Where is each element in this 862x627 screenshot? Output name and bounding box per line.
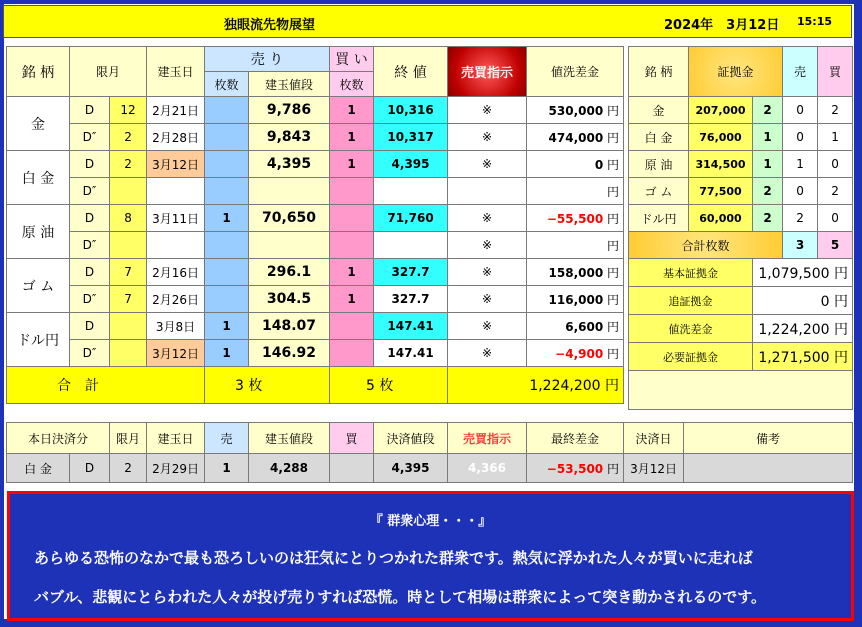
contract-limit: 7 — [110, 286, 147, 313]
instruction-mark: ※ — [448, 313, 527, 340]
open-price: 9,843 — [249, 124, 330, 151]
settle-header-sell: 売 — [205, 423, 249, 454]
close-price: 147.41 — [374, 340, 448, 367]
time-display: 15:15 — [797, 15, 833, 28]
contract-type: D — [70, 205, 110, 232]
settle-row — [7, 454, 853, 483]
message-heading: 『 群衆心理・・・』 — [369, 514, 492, 529]
header-buy-qty: 枚数 — [330, 72, 374, 97]
instruction-mark: ※ — [448, 97, 527, 124]
diff-amount: 0 円 — [527, 151, 624, 178]
table-row — [7, 178, 624, 205]
close-price: 4,395 — [374, 151, 448, 178]
settle-header-name: 本日決済分 — [7, 423, 110, 454]
margin-header-row — [629, 47, 853, 97]
summary-row — [629, 315, 853, 343]
margin-amount: 314,500 — [689, 151, 753, 178]
buy-qty: 1 — [330, 151, 374, 178]
open-date: 2月16日 — [147, 259, 205, 286]
close-price — [374, 232, 448, 259]
margin-row — [629, 124, 853, 151]
sell-qty — [205, 124, 249, 151]
instruction-mark: ※ — [448, 151, 527, 178]
diff-amount: 円 — [527, 232, 624, 259]
margin-total-sell: 3 — [783, 232, 818, 259]
diff-amount: 116,000 円 — [527, 286, 624, 313]
close-price: 10,317 — [374, 124, 448, 151]
commodity-name: 原 油 — [7, 205, 70, 259]
page-title: 独眼流先物展望 — [224, 18, 316, 33]
table-row — [7, 232, 624, 259]
table-row — [7, 151, 624, 178]
settle-instruction: 4,366 — [448, 454, 527, 483]
diff-amount: 円 — [527, 178, 624, 205]
contract-type: D — [70, 259, 110, 286]
settle-header-note: 備考 — [684, 423, 853, 454]
instruction-mark: ※ — [448, 259, 527, 286]
margin-amount: 77,500 — [689, 178, 753, 205]
close-price: 147.41 — [374, 313, 448, 340]
buy-qty: 1 — [330, 259, 374, 286]
commodity-name: 白 金 — [7, 151, 70, 205]
header-name: 銘 柄 — [7, 47, 70, 97]
contract-limit — [110, 340, 147, 367]
buy-qty — [330, 205, 374, 232]
margin-buy: 2 — [818, 178, 853, 205]
open-date: 3月8日 — [147, 313, 205, 340]
commodity-name: ドル円 — [7, 313, 70, 367]
settle-header-row — [7, 423, 853, 454]
contract-type: D″ — [70, 232, 110, 259]
contract-limit — [110, 178, 147, 205]
margin-row — [629, 151, 853, 178]
settle-header-instruction: 売買指示 — [448, 423, 527, 454]
total-buy: 5 枚 — [330, 367, 448, 404]
open-date: 3月12日 — [147, 340, 205, 367]
margin-blank-cell — [629, 371, 853, 410]
contract-type: D″ — [70, 178, 110, 205]
diff-amount: −55,500 円 — [527, 205, 624, 232]
instruction-mark: ※ — [448, 205, 527, 232]
summary-value: 1,271,500 円 — [753, 343, 853, 371]
header-sell: 売 り — [205, 47, 330, 72]
margin-sell: 1 — [783, 151, 818, 178]
margin-table — [628, 46, 853, 410]
positions-table — [6, 46, 624, 404]
contract-limit: 8 — [110, 205, 147, 232]
settle-note — [684, 454, 853, 483]
margin-buy: 1 — [818, 124, 853, 151]
instruction-mark: ※ — [448, 286, 527, 313]
margin-total-buy: 5 — [818, 232, 853, 259]
contract-type: D — [70, 313, 110, 340]
contract-type: D″ — [70, 286, 110, 313]
header-instruction: 売買指示 — [448, 47, 527, 97]
header-diff: 値洗差金 — [527, 47, 624, 97]
close-price: 71,760 — [374, 205, 448, 232]
settle-buy — [330, 454, 374, 483]
settle-header-final: 最終差金 — [527, 423, 624, 454]
buy-qty — [330, 232, 374, 259]
open-date: 2月26日 — [147, 286, 205, 313]
summary-value: 1,224,200 円 — [753, 315, 853, 343]
sell-qty: 1 — [205, 205, 249, 232]
close-price: 10,316 — [374, 97, 448, 124]
message-line-1: あらゆる恐怖のなかで最も恐ろしいのは狂気にとりつかれた群衆です。熱気に浮かれた人々が買いに走れば — [34, 549, 753, 567]
close-price: 327.7 — [374, 286, 448, 313]
margin-mult: 2 — [753, 205, 783, 232]
margin-total-row — [629, 232, 853, 259]
margin-header-margin: 証拠金 — [689, 47, 783, 97]
margin-header-name: 銘 柄 — [629, 47, 689, 97]
summary-label: 必要証拠金 — [629, 343, 753, 371]
open-price: 4,395 — [249, 151, 330, 178]
open-date: 3月12日 — [147, 151, 205, 178]
commodity-name: ゴ ム — [7, 259, 70, 313]
margin-row — [629, 205, 853, 232]
instruction-mark — [448, 178, 527, 205]
settle-type: D — [70, 454, 110, 483]
settle-header-settle: 決済値段 — [374, 423, 448, 454]
margin-header-buy: 買 — [818, 47, 853, 97]
settle-header-date: 建玉日 — [147, 423, 205, 454]
message-line-2: バブル、悲観にとらわれた人々が投げ売りすれば恐慌。時として相場は群衆によって突き動かされるのです。 — [34, 588, 767, 606]
open-price: 296.1 — [249, 259, 330, 286]
contract-type: D — [70, 151, 110, 178]
margin-buy: 0 — [818, 151, 853, 178]
open-price — [249, 178, 330, 205]
settle-date: 2月29日 — [147, 454, 205, 483]
open-date: 3月11日 — [147, 205, 205, 232]
message-box — [7, 491, 854, 621]
margin-mult: 1 — [753, 151, 783, 178]
header-row-1 — [7, 47, 624, 72]
table-row — [7, 259, 624, 286]
summary-label: 追証拠金 — [629, 287, 753, 315]
buy-qty: 1 — [330, 124, 374, 151]
table-row — [7, 340, 624, 367]
contract-limit: 2 — [110, 151, 147, 178]
sell-qty: 1 — [205, 313, 249, 340]
open-price: 148.07 — [249, 313, 330, 340]
table-row — [7, 124, 624, 151]
summary-value: 1,079,500 円 — [753, 259, 853, 287]
diff-amount: 6,600 円 — [527, 313, 624, 340]
summary-row — [629, 287, 853, 315]
summary-label: 基本証拠金 — [629, 259, 753, 287]
diff-amount: 158,000 円 — [527, 259, 624, 286]
margin-sell: 2 — [783, 205, 818, 232]
total-label: 合 計 — [7, 367, 205, 404]
total-diff: 1,224,200 円 — [448, 367, 624, 404]
margin-mult: 2 — [753, 178, 783, 205]
margin-buy: 0 — [818, 205, 853, 232]
header-sell-qty: 枚数 — [205, 72, 249, 97]
table-row — [7, 286, 624, 313]
open-price: 70,650 — [249, 205, 330, 232]
summary-label: 値洗差金 — [629, 315, 753, 343]
header-buy: 買 い — [330, 47, 374, 72]
open-date: 2月21日 — [147, 97, 205, 124]
settle-name: 白 金 — [7, 454, 70, 483]
margin-name: ゴ ム — [629, 178, 689, 205]
buy-qty — [330, 178, 374, 205]
contract-limit — [110, 232, 147, 259]
margin-sell: 0 — [783, 97, 818, 124]
margin-name: 金 — [629, 97, 689, 124]
margin-amount: 207,000 — [689, 97, 753, 124]
sell-qty — [205, 178, 249, 205]
close-price: 327.7 — [374, 259, 448, 286]
title-bar — [3, 5, 852, 38]
contract-limit: 12 — [110, 97, 147, 124]
margin-mult: 2 — [753, 97, 783, 124]
contract-limit — [110, 313, 147, 340]
settle-price: 4,288 — [249, 454, 330, 483]
settlement-table — [6, 422, 853, 483]
diff-amount: −4,900 円 — [527, 340, 624, 367]
sell-qty — [205, 232, 249, 259]
instruction-mark: ※ — [448, 124, 527, 151]
margin-row — [629, 97, 853, 124]
margin-amount: 60,000 — [689, 205, 753, 232]
settle-header-price: 建玉値段 — [249, 423, 330, 454]
settle-header-limit: 限月 — [110, 423, 147, 454]
settle-header-buy: 買 — [330, 423, 374, 454]
date-display: 2024年 3月12日 — [664, 18, 780, 33]
settle-sell: 1 — [205, 454, 249, 483]
margin-amount: 76,000 — [689, 124, 753, 151]
margin-name: ドル円 — [629, 205, 689, 232]
table-row — [7, 97, 624, 124]
open-date — [147, 178, 205, 205]
margin-name: 白 金 — [629, 124, 689, 151]
settle-settle-price: 4,395 — [374, 454, 448, 483]
header-close: 終 値 — [374, 47, 448, 97]
open-price: 146.92 — [249, 340, 330, 367]
buy-qty: 1 — [330, 97, 374, 124]
margin-sell: 0 — [783, 124, 818, 151]
open-price — [249, 232, 330, 259]
open-date: 2月28日 — [147, 124, 205, 151]
close-price — [374, 178, 448, 205]
commodity-name: 金 — [7, 97, 70, 151]
diff-amount: 474,000 円 — [527, 124, 624, 151]
contract-type: D″ — [70, 124, 110, 151]
contract-limit: 2 — [110, 124, 147, 151]
table-row — [7, 205, 624, 232]
sell-qty — [205, 286, 249, 313]
diff-amount: 530,000 円 — [527, 97, 624, 124]
summary-value: 0 円 — [753, 287, 853, 315]
margin-blank-row — [629, 371, 853, 410]
summary-row — [629, 343, 853, 371]
instruction-mark: ※ — [448, 340, 527, 367]
summary-row — [629, 259, 853, 287]
header-open-date: 建玉日 — [147, 47, 205, 97]
settle-settle-date: 3月12日 — [624, 454, 684, 483]
table-row — [7, 313, 624, 340]
sell-qty: 1 — [205, 340, 249, 367]
contract-limit: 7 — [110, 259, 147, 286]
header-open-price: 建玉値段 — [249, 72, 330, 97]
settle-final: −53,500 円 — [527, 454, 624, 483]
margin-row — [629, 178, 853, 205]
contract-type: D — [70, 97, 110, 124]
sell-qty — [205, 151, 249, 178]
margin-sell: 0 — [783, 178, 818, 205]
settle-header-settle-date: 決済日 — [624, 423, 684, 454]
margin-mult: 1 — [753, 124, 783, 151]
sell-qty — [205, 97, 249, 124]
total-sell: 3 枚 — [205, 367, 330, 404]
margin-total-label: 合計枚数 — [629, 232, 783, 259]
total-row — [7, 367, 624, 404]
open-price: 304.5 — [249, 286, 330, 313]
instruction-mark: ※ — [448, 232, 527, 259]
header-limit: 限月 — [70, 47, 147, 97]
buy-qty — [330, 340, 374, 367]
sell-qty — [205, 259, 249, 286]
margin-header-sell: 売 — [783, 47, 818, 97]
contract-type: D″ — [70, 340, 110, 367]
open-price: 9,786 — [249, 97, 330, 124]
open-date — [147, 232, 205, 259]
settle-limit: 2 — [110, 454, 147, 483]
margin-buy: 2 — [818, 97, 853, 124]
buy-qty — [330, 313, 374, 340]
buy-qty: 1 — [330, 286, 374, 313]
margin-name: 原 油 — [629, 151, 689, 178]
